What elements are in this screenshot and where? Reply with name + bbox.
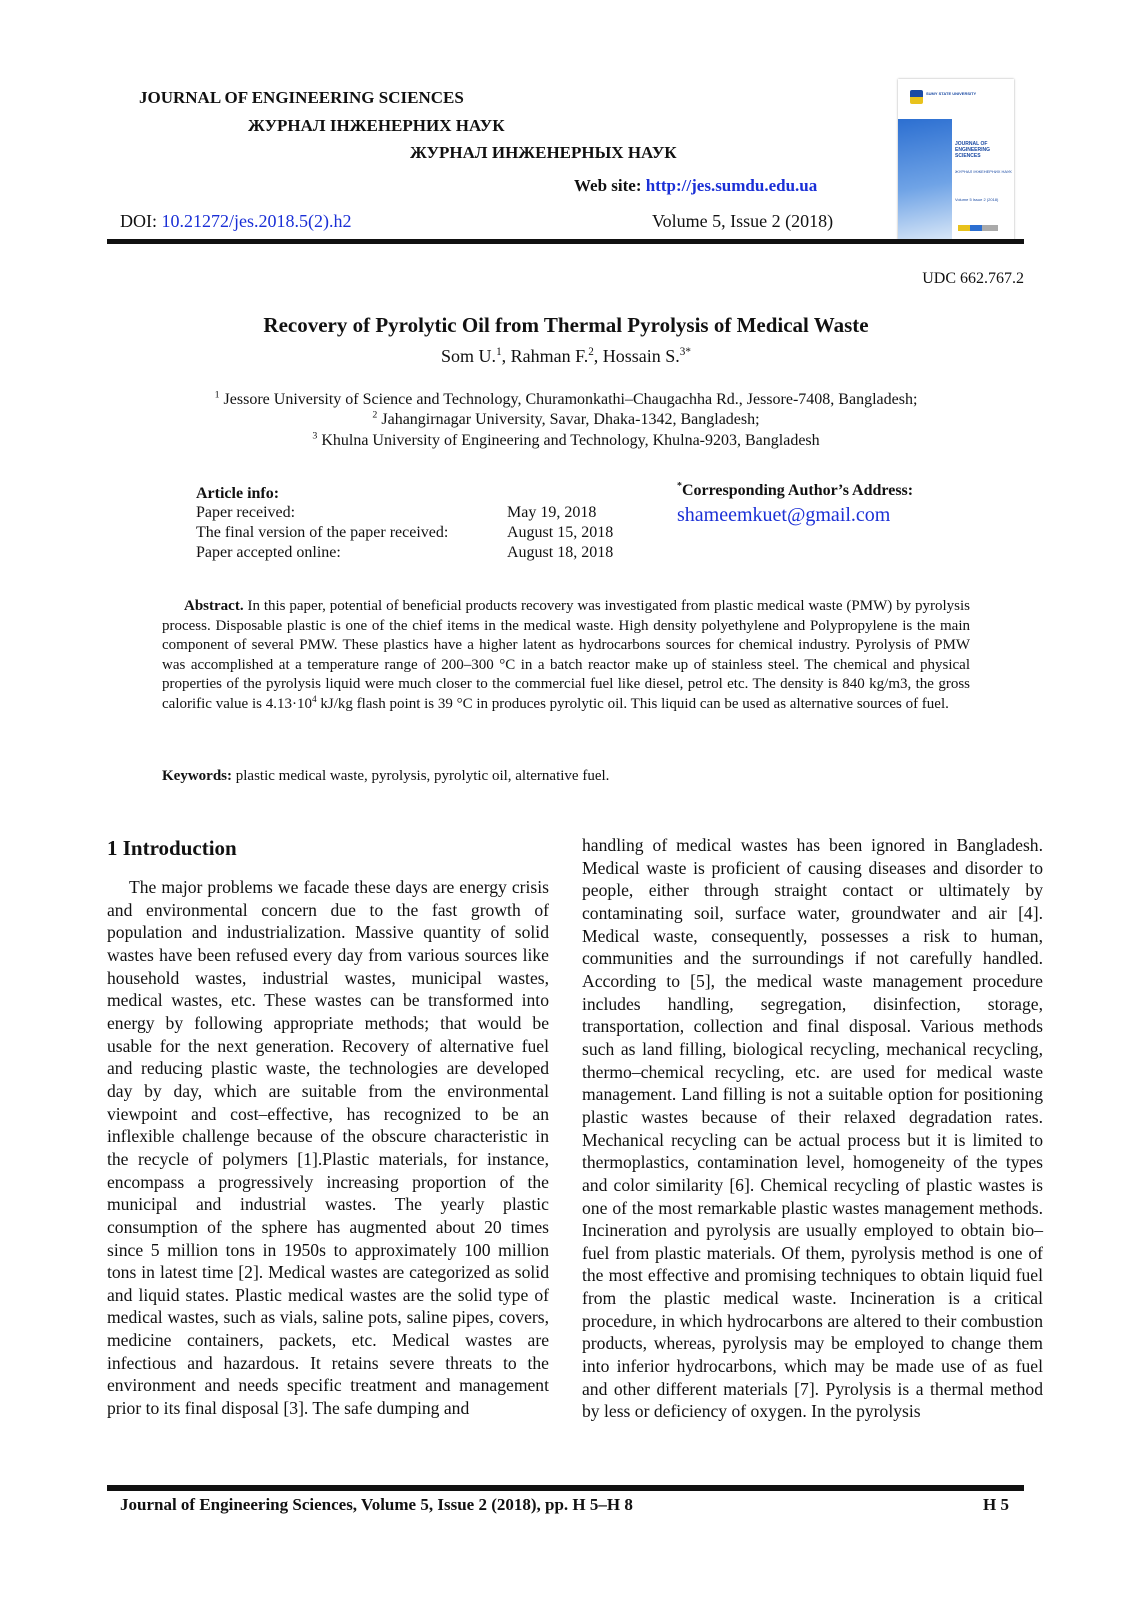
- corresponding-heading: [677, 482, 913, 500]
- header-rule: [107, 239, 1024, 244]
- website-link[interactable]: http://jes.sumdu.edu.ua: [645, 176, 818, 195]
- abstract-label: Abstract.: [184, 598, 244, 614]
- abstract: [162, 597, 970, 715]
- cover-journal-title: JOURNAL OF ENGINEERING SCIENCES: [955, 141, 991, 159]
- website-line: [574, 176, 817, 196]
- section-heading: 1 Introduction: [107, 836, 237, 860]
- author-name: Som U.: [441, 346, 497, 366]
- doi-line: [120, 211, 351, 232]
- keywords: [162, 768, 609, 785]
- affiliation-text: Jessore University of Science and Technology, Churamonkathi–Chaugachha Rd., Jessore-7408, Bangladesh;: [223, 391, 918, 408]
- volume-info: Volume 5, Issue 2 (2018): [652, 211, 834, 231]
- abstract-text: In this paper, potential of beneficial products recovery was investigated from plastic medical waste (PMW) by pyrolysis process. Disposable plastic is one of the chief items in the medical waste. High density polyethylene and Polypropylene is the main component of several PMW. These plastics have a higher latent as hydrocarbons sources for chemical industry. Pyrolysis of PMW was accomplished at a temperature range of 200–300 °C in a batch reactor make up of stainless steel. The chemical and physical properties of the pyrolysis liquid were much closer to the commercial fuel like diesel, petrol etc. The density is 840 kg/m3, the gross calorific value is 4.13·10: [162, 598, 970, 712]
- abstract-exponent: 4: [311, 694, 317, 705]
- doi-link[interactable]: 10.21272/jes.2018.5(2).h2: [161, 211, 352, 231]
- info-label: Paper received:: [196, 504, 296, 521]
- doi-label: DOI:: [120, 211, 162, 231]
- corresponding-email-link[interactable]: shameemkuet@gmail.com: [677, 504, 891, 526]
- author-name: Hossain S.: [602, 346, 680, 366]
- footer-rule: [107, 1485, 1024, 1491]
- cover-blue-band: [898, 119, 952, 240]
- author-separator: ,: [593, 346, 603, 366]
- info-value: August 15, 2018: [507, 524, 614, 541]
- author-affil-mark: 1: [496, 346, 502, 358]
- body-column-left: The major problems we facade these days are energy crisis and environmental concern due to the fast growth of population and industrialization. Massive quantity of solid wastes have been refused every day from various sources like household wastes, industrial wastes, municipal wastes, medical wastes, etc. These wastes can be transformed into energy by following appropriate methods; that would be usable for the next generation. Recovery of alternative fuel and reducing plastic waste, the technologies are developed day by day, which are suitable from the environmental viewpoint and cost–effective, has recognized to be an inflexible challenge because of the obscure characteristic in the recycle of polymers [1].Plastic materials, for instance, encompass a progressively increasing proportion of the municipal and industrial wastes. The yearly plastic consumption of the sphere has augmented about 20 times since 5 million tons in 1950s to approximately 100 million tons in latest time [2]. Medical wastes are categorized as solid and liquid states. Plastic medical wastes are the solid type of medical wastes, such as vials, saline pots, saline pipes, covers, medicine containers, packets, etc. Medical wastes are infectious and hazardous. It retains severe threats to the environment and needs specific treatment and management prior to its final disposal [3]. The safe dumping and: [107, 877, 549, 1419]
- cover-footer-logos: [958, 225, 998, 231]
- cover-university: SUMY STATE UNIVERSITY: [926, 91, 977, 96]
- corresponding-star: *: [677, 480, 682, 492]
- university-logo-icon: [910, 90, 923, 104]
- footer-citation: Journal of Engineering Sciences, Volume 5, Issue 2 (2018), pp. H 5–H 8: [120, 1495, 633, 1514]
- paper-title: Recovery of Pyrolytic Oil from Thermal Pyrolysis of Medical Waste: [263, 313, 869, 337]
- author-affil-mark: 3*: [679, 346, 691, 358]
- author-affil-mark: 2: [588, 346, 594, 358]
- keywords-label: Keywords:: [162, 768, 232, 784]
- affiliation-number: 1: [214, 389, 220, 401]
- journal-cover-thumbnail: [898, 79, 1014, 240]
- abstract-text-end: kJ/kg flash point is 39 °C in produces pyrolytic oil. This liquid can be used as alternative sources of fuel.: [316, 695, 949, 712]
- info-label: The final version of the paper received:: [196, 524, 449, 541]
- affiliation-number: 2: [372, 409, 378, 421]
- affiliation: [0, 391, 1132, 409]
- cover-volume: Volume 5 Issue 2 (2018): [955, 197, 999, 202]
- journal-title-en: JOURNAL OF ENGINEERING SCIENCES: [139, 88, 464, 107]
- keywords-text: plastic medical waste, pyrolysis, pyrolytic oil, alternative fuel.: [235, 768, 610, 784]
- affiliation-number: 3: [312, 430, 318, 442]
- info-value: May 19, 2018: [507, 504, 597, 521]
- body-column-right: handling of medical wastes has been ignored in Bangladesh. Medical waste is proficient of causing diseases and disorder to people, either through straight contact or ultimately by contaminating soil, surface water, groundwater and air [4]. Medical waste, consequently, possesses a risk to human, communities and the surroundings if not carefully handled. According to [5], the medical waste management procedure includes handling, segregation, disinfection, storage, transportation, collection and final disposal. Various methods such as land filling, biological recycling, mechanical recycling, thermo–chemical recycling, etc. are used for medical waste management. Land filling is not a suitable option for positioning plastic wastes because of their relaxed degradation rates. Mechanical recycling can be actual process but it is limited to thermoplastics, contamination level, homogeneity of the types and color similarity [6]. Chemical recycling of plastic wastes is one of the most remarkable plastic wastes management methods. Incineration and pyrolysis are usually employed to obtain bio–fuel from plastic materials. Of them, pyrolysis method is one of the most effective and promising techniques to obtain liquid fuel from the plastic medical waste. Incineration is a critical procedure, in which hydrocarbons are altered to their combustion products, whereas, pyrolysis may be employed to change them into inferior hydrocarbons, which may be made use of as fuel and other different materials [7]. Pyrolysis is a thermal method by less or deficiency of oxygen. In the pyrolysis: [582, 835, 1043, 1422]
- udc-code: UDC 662.767.2: [922, 270, 1024, 287]
- info-label: Paper accepted online:: [196, 544, 341, 561]
- journal-title-ru: ЖУРНАЛ ИНЖЕНЕРНЫХ НАУК: [410, 143, 677, 162]
- cover-journal-uk: ЖУРНАЛ ІНЖЕНЕРНИХ НАУК: [955, 169, 1012, 174]
- journal-title-uk: ЖУРНАЛ ІНЖЕНЕРНИХ НАУК: [248, 116, 505, 135]
- website-label: Web site:: [574, 176, 646, 195]
- corresponding-label: Corresponding Author’s Address:: [681, 482, 914, 499]
- affiliation: [0, 411, 1132, 429]
- affiliation-text: Khulna University of Engineering and Technology, Khulna-9203, Bangladesh: [321, 432, 820, 449]
- affiliation: [0, 432, 1132, 450]
- affiliation-text: Jahangirnagar University, Savar, Dhaka-1342, Bangladesh;: [381, 411, 760, 428]
- author-name: Rahman F.: [510, 346, 589, 366]
- page-number: H 5: [983, 1495, 1009, 1514]
- author-list: [0, 346, 1132, 367]
- article-info-heading: Article info:: [196, 485, 280, 502]
- author-separator: ,: [501, 346, 511, 366]
- info-value: August 18, 2018: [507, 544, 614, 561]
